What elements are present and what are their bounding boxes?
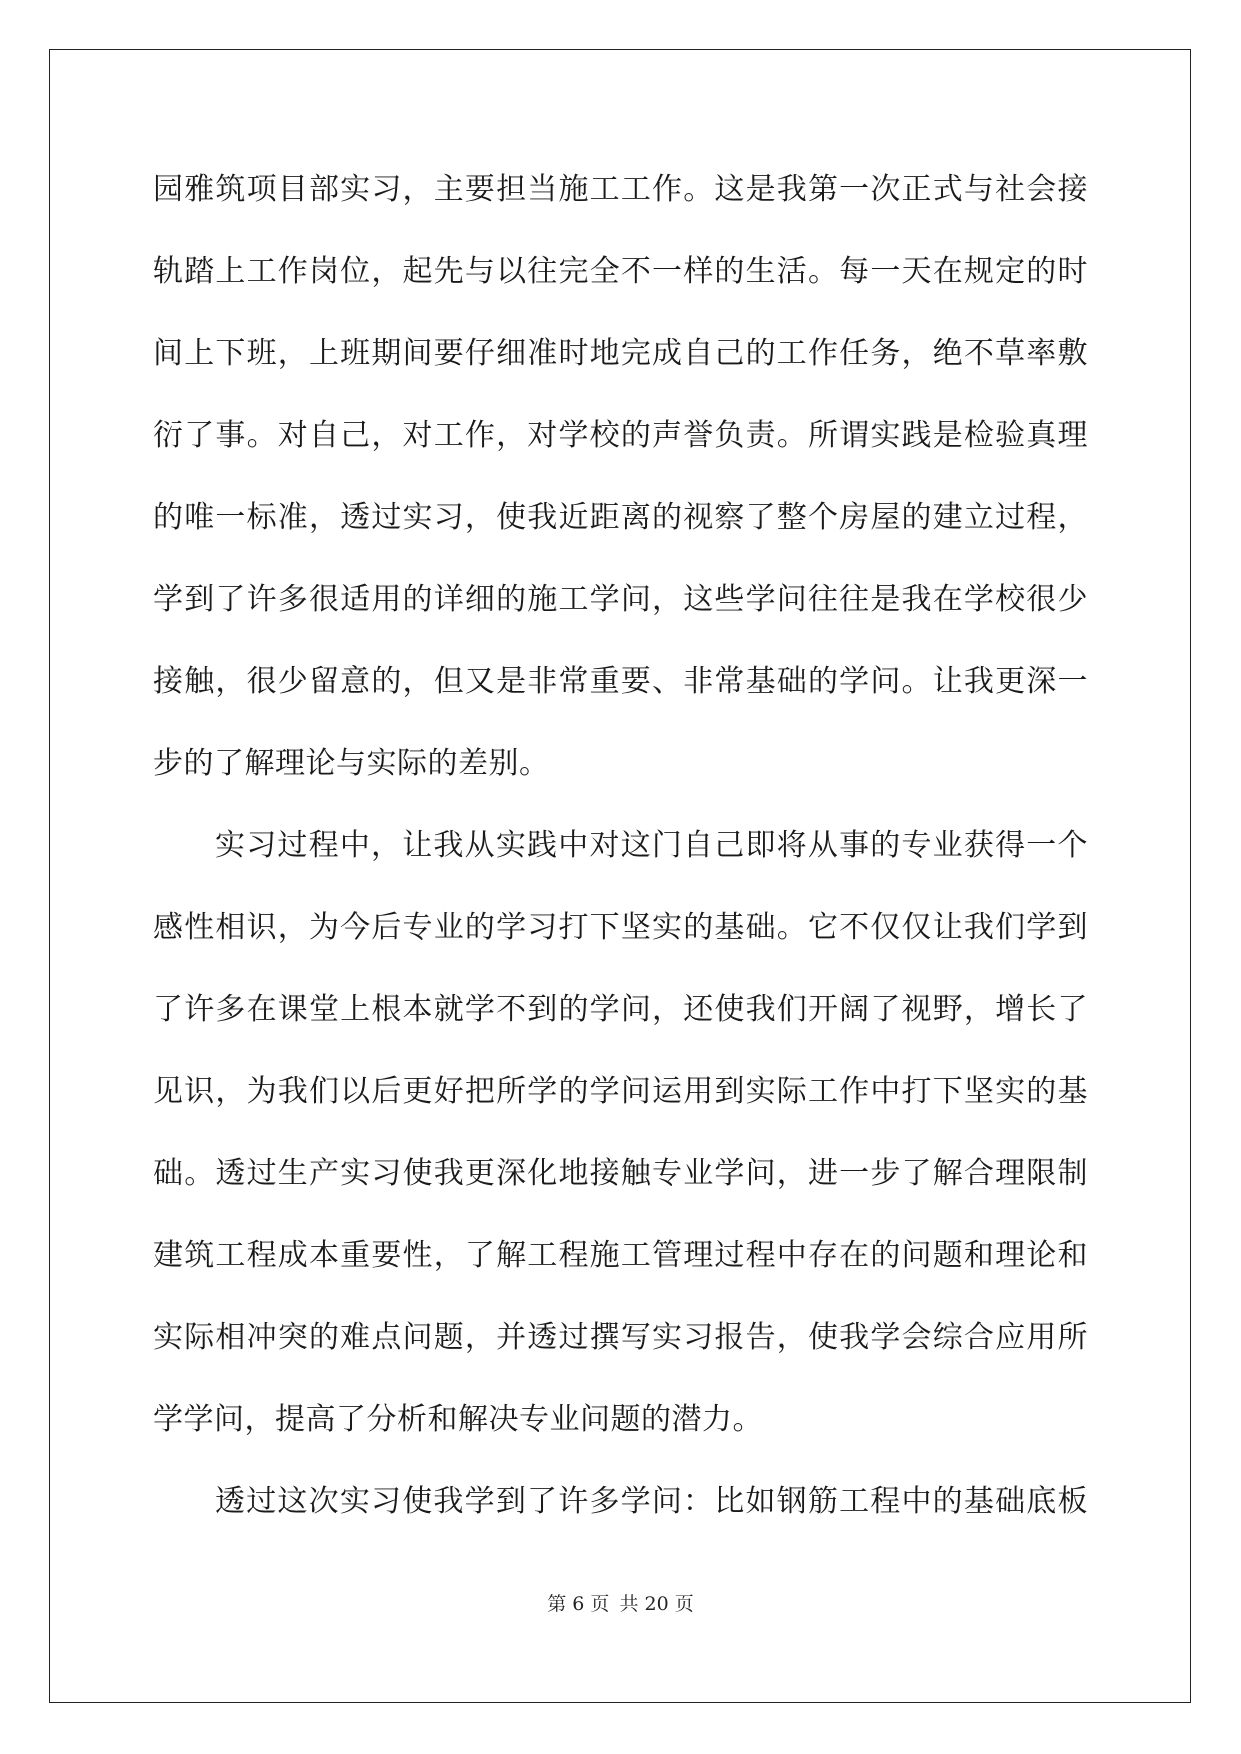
text-line: 学到了许多很适用的详细的施工学问，这些学问往往是我在学校很少 xyxy=(153,582,1088,617)
text-line: 衍了事。对自己，对工作，对学校的声誉负责。所谓实践是检验真理 xyxy=(153,418,1088,453)
text-line: 实习过程中，让我从实践中对这门自己即将从事的专业获得一个 xyxy=(215,828,1088,863)
text-line: 了许多在课堂上根本就学不到的学问，还使我们开阔了视野，增长了 xyxy=(153,992,1088,1027)
text-line: 园雅筑项目部实习，主要担当施工工作。这是我第一次正式与社会接 xyxy=(153,172,1088,207)
text-line: 接触，很少留意的，但又是非常重要、非常基础的学问。让我更深一 xyxy=(153,664,1088,699)
page-footer xyxy=(0,1590,1241,1618)
page-number: 第 6 页 xyxy=(547,1593,610,1615)
text-line: 透过这次实习使我学到了许多学问：比如钢筋工程中的基础底板 xyxy=(215,1484,1088,1519)
text-line: 感性相识，为今后专业的学习打下坚实的基础。它不仅仅让我们学到 xyxy=(153,910,1088,945)
document-body xyxy=(153,160,1088,1554)
text-line: 见识，为我们以后更好把所学的学问运用到实际工作中打下坚实的基 xyxy=(153,1074,1088,1109)
text-line: 步的了解理论与实际的差别。 xyxy=(153,746,550,781)
text-line: 间上下班，上班期间要仔细准时地完成自己的工作任务，绝不草率敷 xyxy=(153,336,1088,371)
text-line: 的唯一标准，透过实习，使我近距离的视察了整个房屋的建立过程， xyxy=(153,500,1088,535)
text-line: 学学问，提高了分析和解决专业问题的潜力。 xyxy=(153,1402,763,1437)
page-total: 共 20 页 xyxy=(619,1593,694,1615)
text-line: 础。透过生产实习使我更深化地接触专业学问，进一步了解合理限制 xyxy=(153,1156,1088,1191)
text-line: 轨踏上工作岗位，起先与以往完全不一样的生活。每一天在规定的时 xyxy=(153,254,1088,289)
text-line: 实际相冲突的难点问题，并透过撰写实习报告，使我学会综合应用所 xyxy=(153,1320,1088,1355)
text-line: 建筑工程成本重要性，了解工程施工管理过程中存在的问题和理论和 xyxy=(153,1238,1088,1273)
